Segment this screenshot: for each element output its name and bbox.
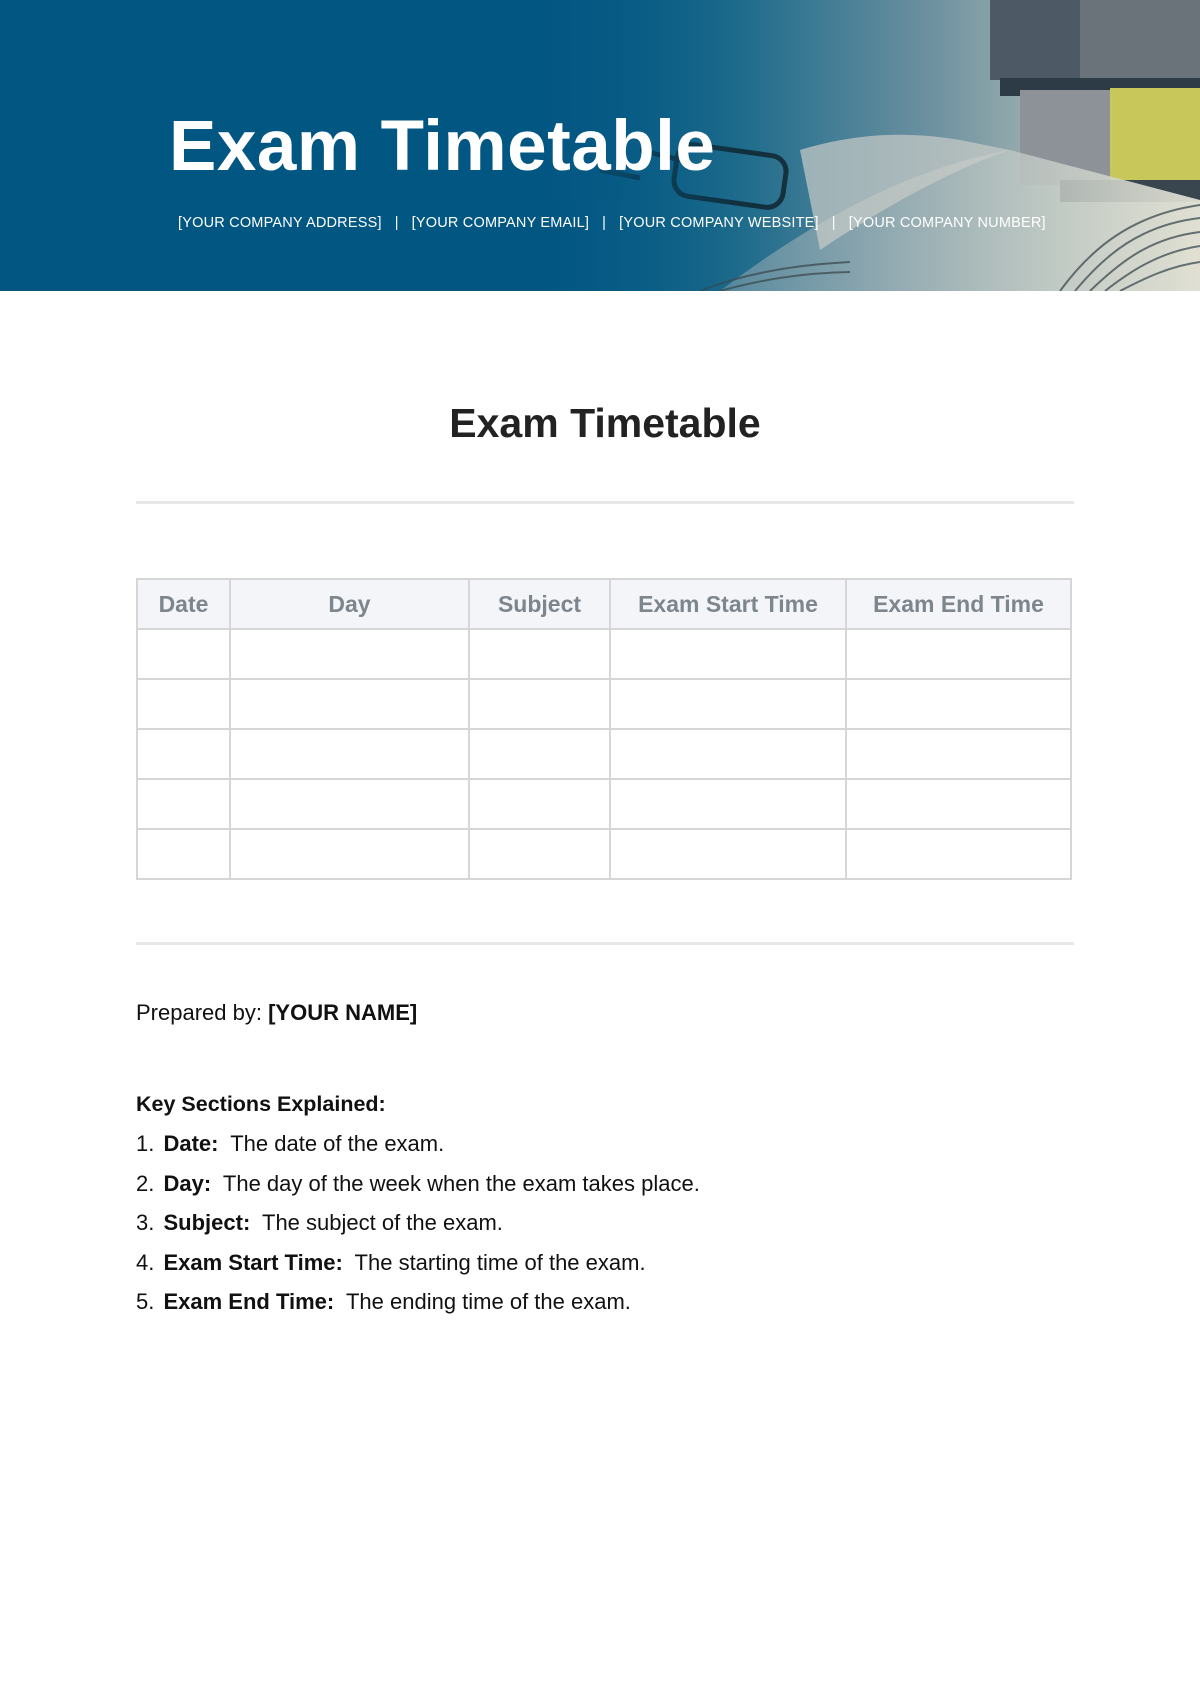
list-item-description: The date of the exam. (230, 1131, 445, 1156)
day-cell[interactable] (230, 729, 469, 779)
company-address: [YOUR COMPANY ADDRESS] (178, 215, 382, 231)
date-cell[interactable] (137, 679, 230, 729)
date-cell[interactable] (137, 779, 230, 829)
key-sections-list (136, 1131, 700, 1329)
prepared-by-label: Prepared by: (136, 1000, 262, 1025)
list-item (136, 1250, 700, 1290)
date-cell[interactable] (137, 829, 230, 879)
list-item-description: The starting time of the exam. (354, 1249, 646, 1275)
day-cell[interactable] (230, 829, 469, 879)
date-cell[interactable] (137, 629, 230, 679)
end-time-cell[interactable] (846, 629, 1071, 679)
start-time-cell[interactable] (610, 679, 846, 729)
column-header-subject: Subject (469, 579, 610, 629)
end-time-cell[interactable] (846, 729, 1071, 779)
end-time-cell[interactable] (846, 829, 1071, 879)
list-item (136, 1131, 700, 1171)
day-cell[interactable] (230, 779, 469, 829)
subject-cell[interactable] (469, 779, 610, 829)
day-cell[interactable] (230, 679, 469, 729)
column-header-exam-start-time: Exam Start Time (610, 579, 846, 629)
list-item-number: 5. (136, 1289, 155, 1314)
key-sections-heading: Key Sections Explained: (136, 1092, 386, 1116)
header-banner (0, 0, 1200, 291)
list-item-term: Exam End Time: (163, 1289, 335, 1314)
list-item-number: 1. (136, 1131, 155, 1156)
company-contact-line (178, 215, 1046, 231)
list-item (136, 1210, 700, 1250)
divider-top (136, 501, 1074, 504)
column-header-day: Day (230, 579, 469, 629)
company-email: [YOUR COMPANY EMAIL] (411, 215, 590, 231)
list-item-term: Subject: (163, 1210, 251, 1235)
start-time-cell[interactable] (610, 729, 846, 779)
subject-cell[interactable] (469, 679, 610, 729)
preparer-name: [YOUR NAME] (268, 1000, 418, 1025)
list-item-number: 2. (136, 1170, 155, 1196)
subject-cell[interactable] (469, 729, 610, 779)
banner-title: Exam Timetable (169, 107, 716, 186)
company-website: [YOUR COMPANY WEBSITE] (619, 215, 819, 231)
contact-separator: | (831, 215, 836, 231)
subject-cell[interactable] (469, 829, 610, 879)
end-time-cell[interactable] (846, 779, 1071, 829)
list-item-number: 3. (136, 1210, 155, 1235)
start-time-cell[interactable] (610, 829, 846, 879)
start-time-cell[interactable] (610, 629, 846, 679)
list-item-description: The day of the week when the exam takes place. (222, 1170, 700, 1196)
column-header-date: Date (137, 579, 230, 629)
divider-bottom (136, 942, 1074, 945)
list-item-term: Exam Start Time: (163, 1249, 343, 1275)
list-item-term: Date: (163, 1131, 219, 1156)
list-item-term: Day: (163, 1170, 212, 1196)
list-item-number: 4. (136, 1249, 155, 1275)
list-item (136, 1171, 700, 1211)
document-title: Exam Timetable (449, 400, 761, 446)
start-time-cell[interactable] (610, 779, 846, 829)
list-item (136, 1289, 700, 1329)
date-cell[interactable] (137, 729, 230, 779)
end-time-cell[interactable] (846, 679, 1071, 729)
table-header-row (137, 579, 1071, 629)
table-row (137, 829, 1071, 879)
day-cell[interactable] (230, 629, 469, 679)
table-row (137, 779, 1071, 829)
column-header-exam-end-time: Exam End Time (846, 579, 1071, 629)
table-row (137, 679, 1071, 729)
company-number: [YOUR COMPANY NUMBER] (848, 215, 1046, 231)
prepared-by-line (136, 1000, 417, 1026)
contact-separator: | (394, 215, 399, 231)
exam-timetable (136, 578, 1072, 880)
contact-separator: | (602, 215, 607, 231)
subject-cell[interactable] (469, 629, 610, 679)
table-row (137, 629, 1071, 679)
list-item-description: The ending time of the exam. (345, 1289, 631, 1314)
table-row (137, 729, 1071, 779)
list-item-description: The subject of the exam. (262, 1210, 503, 1235)
